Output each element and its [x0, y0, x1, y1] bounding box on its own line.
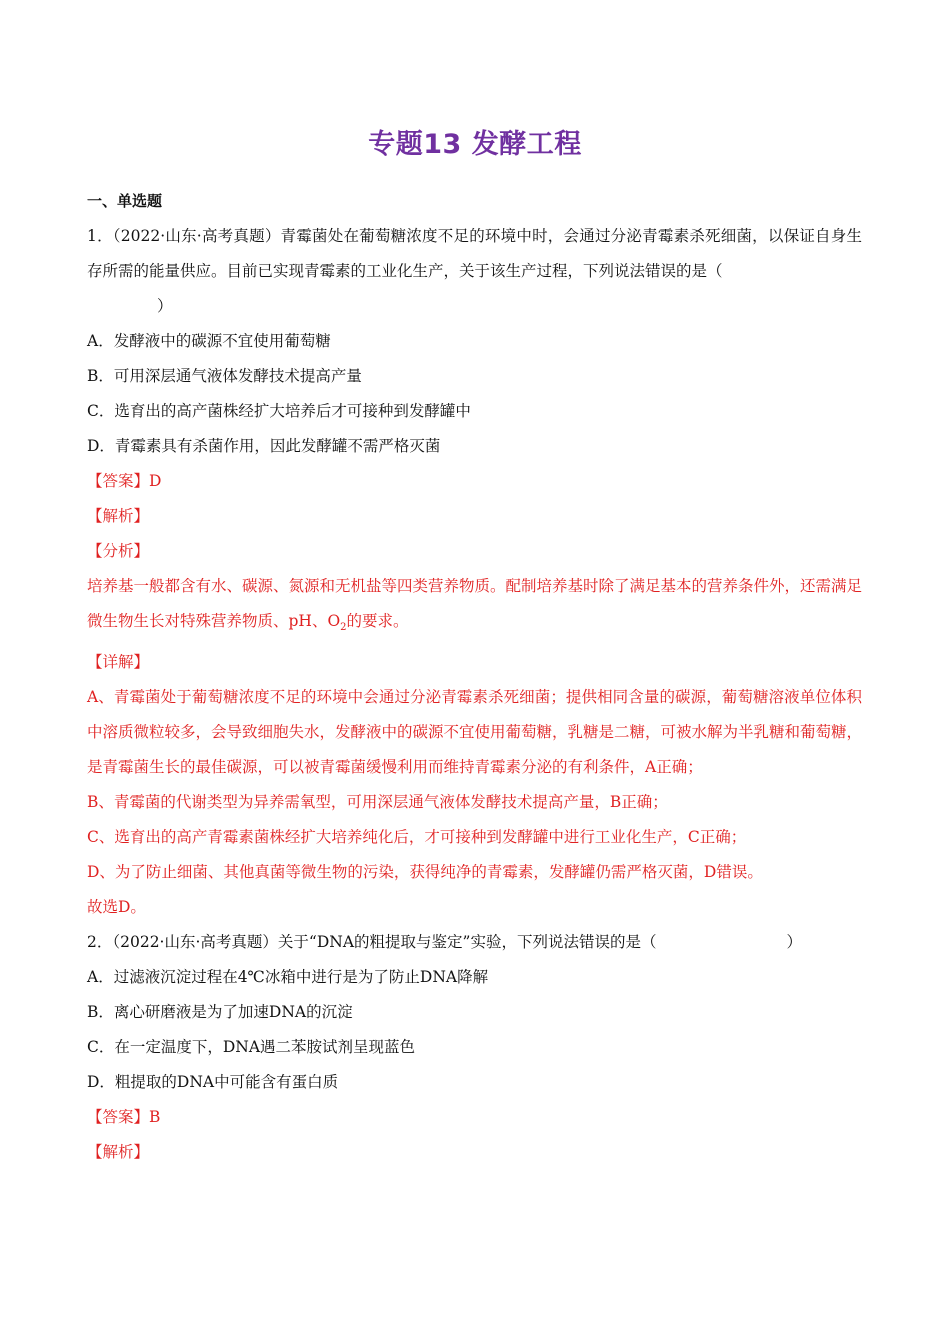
analysis-text: 培养基一般都含有水、碳源、氮源和无机盐等四类营养物质。配制培养基时除了满足基本的营养条件外，还需满足微生物生长对特殊营养物质、pH、O	[87, 577, 863, 630]
question-2-paren-close: ）	[786, 933, 802, 952]
question-1-paren-close: ）	[157, 297, 173, 315]
question-1-xiangjie-label: 【详解】	[87, 653, 150, 672]
question-2-answer: 【答案】B	[87, 1108, 161, 1127]
analysis-subscript: 2	[340, 622, 347, 634]
question-1-option-b: B．可用深层通气液体发酵技术提高产量	[87, 367, 362, 385]
question-1-stem-text: 1．（2022·山东·高考真题）青霉菌处在葡萄糖浓度不足的环境中时，会通过分泌青霉素杀死细菌，以保证自身生存所需的能量供应。目前已实现青霉素的工业化生产，关于该生产过程，下列说法错误的是（	[87, 227, 862, 280]
question-1-analysis	[87, 569, 862, 645]
question-2-option-c: C．在一定温度下，DNA遇二苯胺试剂呈现蓝色	[87, 1038, 416, 1057]
question-2-stem-text: 2．（2022·山东·高考真题）关于“DNA的粗提取与鉴定”实验，下列说法错误的是（	[87, 933, 657, 952]
question-1-detail-c: C、选育出的高产青霉素菌株经扩大培养纯化后，才可接种到发酵罐中进行工业化生产，C正确；	[87, 828, 747, 847]
question-1-stem-end	[87, 289, 862, 324]
question-2-stem	[87, 925, 862, 960]
question-2-option-b: B．离心研磨液是为了加速DNA的沉淀	[87, 1003, 353, 1022]
question-1-jiexi-label: 【解析】	[87, 507, 150, 525]
question-2-option-d: D．粗提取的DNA中可能含有蛋白质	[87, 1073, 339, 1092]
document-body	[87, 184, 862, 1170]
question-1-detail-b: B、青霉菌的代谢类型为异养需氧型，可用深层通气液体发酵技术提高产量，B正确；	[87, 793, 668, 812]
question-1-detail-d: D、为了防止细菌、其他真菌等微生物的污染，获得纯净的青霉素，发酵罐仍需严格灭菌，D错误。	[87, 863, 763, 882]
question-1-stem	[87, 219, 862, 289]
section-heading: 一、单选题	[87, 192, 163, 210]
page-title: 专题13 发酵工程	[368, 129, 582, 160]
analysis-text-end: 的要求。	[346, 612, 409, 630]
question-1-answer: 【答案】D	[87, 472, 162, 490]
question-1-option-d: D．青霉素具有杀菌作用，因此发酵罐不需严格灭菌	[87, 437, 441, 455]
question-1-option-c: C．选育出的高产菌株经扩大培养后才可接种到发酵罐中	[87, 402, 471, 420]
question-1-conclusion: 故选D。	[87, 898, 146, 917]
question-1-fenxi-label: 【分析】	[87, 542, 150, 560]
question-2-jiexi-label: 【解析】	[87, 1143, 150, 1162]
question-1-option-a: A．发酵液中的碳源不宜使用葡萄糖	[87, 332, 331, 350]
question-2-option-a: A．过滤液沉淀过程在4℃冰箱中进行是为了防止DNA降解	[87, 968, 489, 987]
question-1-detail-a: A、青霉菌处于葡萄糖浓度不足的环境中会通过分泌青霉素杀死细菌；提供相同含量的碳源，葡萄糖溶液单位体积中溶质微粒较多，会导致细胞失水，发酵液中的碳源不宜使用葡萄糖，乳糖是二糖，可被水解为半乳糖和葡萄糖，是青霉菌生长的最佳碳源，可以被青霉菌缓慢利用而维持青霉素分泌的有利条件，A正确；	[87, 688, 863, 777]
